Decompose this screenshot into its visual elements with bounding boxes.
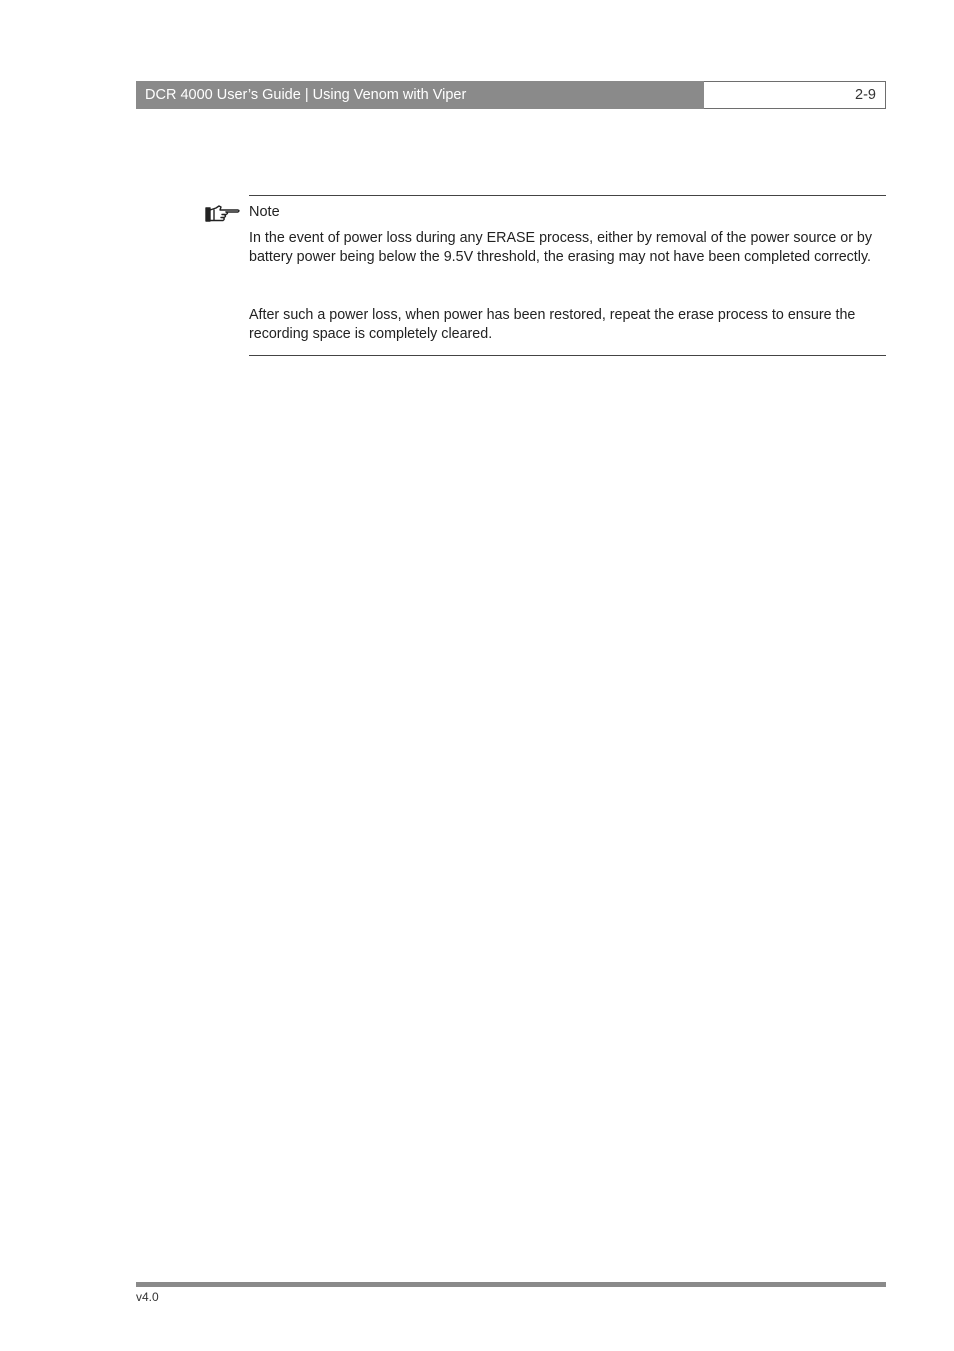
- note-paragraph-1: In the event of power loss during any ERASE process, either by removal of the power source or by battery power being below the 9.5V threshold, the erasing may not have been completed correctly.: [249, 230, 873, 266]
- note-paragraph-2: After such a power loss, when power has been restored, repeat the erase process to ensure the recording space is completely cleared.: [249, 307, 856, 343]
- footer-bar: [136, 1282, 886, 1287]
- note-bottom-rule: [249, 355, 886, 356]
- pointing-hand-icon: [204, 204, 242, 224]
- page-header: [136, 81, 886, 109]
- header-title: DCR 4000 User’s Guide | Using Venom with Viper: [136, 81, 704, 109]
- footer-version: v4.0: [136, 1290, 159, 1304]
- note-title: Note: [249, 204, 280, 220]
- page-number: 2-9: [704, 81, 886, 109]
- note-top-rule: [249, 195, 886, 196]
